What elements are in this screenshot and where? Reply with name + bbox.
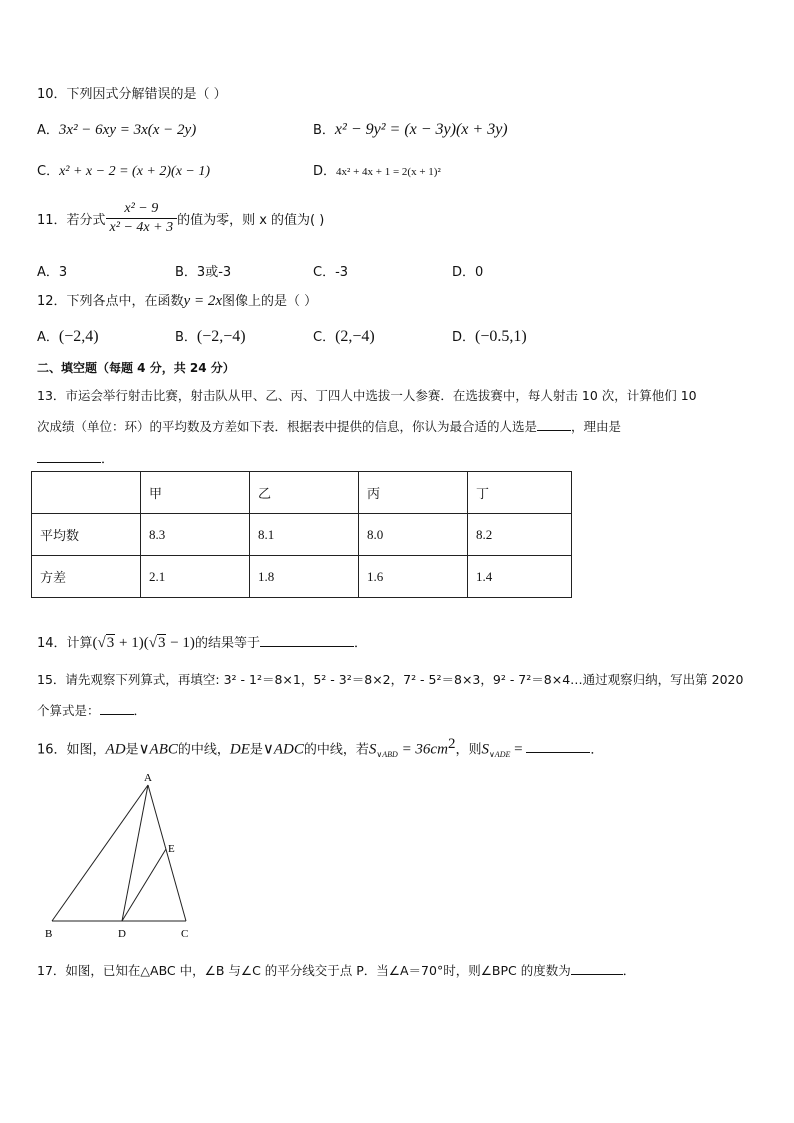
q10-option-b-expr: x² − 9y² = (x − 3y)(x + 3y): [334, 121, 508, 138]
q12-option-c-label: C．: [313, 330, 336, 345]
q12-option-c: [313, 326, 375, 346]
segment-ab: [52, 785, 148, 921]
q16-text: 的中线，若: [303, 742, 369, 758]
table-cell: 1.4: [468, 556, 572, 598]
q16-answer-blank[interactable]: [526, 740, 590, 753]
q12-option-b: [175, 326, 246, 346]
q14-radicand-2: 3: [157, 635, 166, 651]
q12-option-c-point: (2,−4): [335, 328, 375, 345]
q12-option-b-point: (−2,−4): [196, 328, 246, 345]
q16-de: DE: [229, 741, 250, 758]
q10-option-d-expr: 4x² + 4x + 1 = 2(x + 1)²: [336, 166, 441, 178]
q15-line2: [37, 701, 146, 719]
q12-suffix: 图像上的是（ ）: [221, 294, 318, 309]
q16-end: ．: [590, 742, 604, 758]
q11-option-b: B．3或-3: [175, 265, 232, 280]
q14-answer-blank[interactable]: [260, 634, 354, 647]
q16-square: 2: [447, 736, 456, 752]
q10-option-c: [37, 160, 210, 180]
label-e: E: [168, 843, 175, 855]
q11-option-a: A．3: [37, 265, 68, 280]
q14-paren: (: [92, 635, 98, 651]
table-header-cell: 丙: [359, 472, 468, 514]
q16-ad: AD: [105, 741, 126, 758]
q17-answer-blank[interactable]: [571, 962, 623, 975]
q17-stem: [37, 961, 635, 979]
q11-denominator: x² − 4x + 3: [109, 220, 174, 235]
q12-function: y = 2x: [183, 293, 222, 309]
q10-option-a: [37, 119, 196, 139]
q10-option-d-label: D．: [313, 164, 337, 179]
q12-option-a-label: A．: [37, 330, 59, 345]
q10-option-b: [313, 119, 508, 139]
table-row: [32, 556, 572, 598]
q13-line3-end: ．: [101, 452, 115, 467]
triangle-figure: [40, 768, 200, 946]
table-cell: 8.2: [468, 514, 572, 556]
table-header-cell: 甲: [141, 472, 250, 514]
q15-line2-text: 个算式是：: [37, 703, 100, 718]
table-cell: 8.3: [141, 514, 250, 556]
q16-triangle-adc: ∨ADC: [262, 741, 304, 758]
q17-text: 17．如图，已知在△ABC 中，∠B 与∠C 的平分线交于点 P．当∠A＝70°时，则∠BPC 的度数为: [37, 963, 571, 978]
label-a: A: [144, 772, 152, 784]
q10-option-c-label: C．: [37, 164, 60, 179]
table-cell: 方差: [32, 556, 141, 598]
table-header-cell: 丁: [468, 472, 572, 514]
q14-radicand-1: 3: [106, 635, 115, 651]
q16-stem: [37, 736, 603, 759]
score-table: [31, 471, 572, 598]
q12-option-d-label: D．: [452, 330, 476, 345]
table-cell: 1.8: [250, 556, 359, 598]
q13-answer-blank-2[interactable]: [37, 450, 101, 463]
q17-end: ．: [622, 963, 636, 978]
section-title: 二、填空题（每题 4 分，共 24 分）: [37, 361, 235, 375]
q16-area-abd: S: [368, 741, 377, 758]
q16-area-abd-sub: ∨ABD: [376, 749, 398, 759]
label-b: B: [45, 928, 53, 940]
segment-ac: [148, 785, 186, 921]
table-cell: 2.1: [141, 556, 250, 598]
q16-text: ，则: [455, 742, 482, 758]
q16-text: 的中线，: [177, 742, 230, 758]
q15-answer-blank[interactable]: [100, 702, 134, 715]
table-row: [32, 514, 572, 556]
q13-line2: [37, 417, 621, 435]
q16-area-ade: S: [481, 741, 489, 758]
q14-plus: + 1)(: [115, 635, 149, 651]
q13-line1: 13．市运会举行射击比赛，射击队从甲、乙、丙、丁四人中选拔一人参赛．在选拔赛中，每人射击 10 次，计算他们 10: [37, 388, 697, 403]
table-header-cell: [32, 472, 141, 514]
q14-expression: (√3 + 1)(√3 − 1): [92, 635, 195, 651]
q11-option-d: D．0: [452, 265, 484, 280]
q16-text: 16．如图，: [37, 742, 106, 758]
q12-option-a-point: (−2,4): [58, 328, 99, 345]
q13-line2-reason: ，理由是: [571, 419, 622, 434]
q14-prefix: 14．计算: [37, 636, 93, 651]
q14-minus: − 1): [166, 635, 195, 651]
q11-fraction: [106, 200, 178, 237]
q14-suffix: 的结果等于: [194, 636, 260, 651]
q10-option-a-expr: 3x² − 6xy = 3x(x − 2y): [58, 122, 197, 138]
q10-option-b-label: B．: [313, 123, 335, 138]
q12-option-a: [37, 326, 99, 346]
q13-line2-text: 次成绩（单位：环）的平均数及方差如下表．根据表中提供的信息，你认为最合适的人选是: [37, 419, 538, 434]
q13-line3: [37, 448, 114, 467]
q11-prefix: 11．若分式: [37, 213, 106, 228]
q15-line1: 15．请先观察下列算式，再填空: 3² - 1²＝8×1，5² - 3²＝8×2，7² - 5²＝8×3，9² - 7²＝8×4…通过观察归纳，写出第 2020: [37, 672, 744, 687]
label-d: D: [118, 928, 126, 940]
q16-equals: =: [510, 741, 527, 758]
q14-stem: [37, 632, 367, 652]
q10-stem: 10．下列因式分解错误的是（ ）: [37, 87, 227, 102]
table-cell: 8.1: [250, 514, 359, 556]
q10-option-a-label: A．: [37, 123, 59, 138]
table-header-cell: 乙: [250, 472, 359, 514]
q11-stem: [37, 200, 324, 237]
q10-option-c-expr: x² + x − 2 = (x + 2)(x − 1): [59, 164, 211, 179]
q12-prefix: 12．下列各点中，在函数: [37, 294, 184, 309]
q10-option-d: [313, 160, 441, 179]
q16-value: = 36cm: [397, 741, 448, 758]
table-header-row: [32, 472, 572, 514]
q13-answer-blank-1[interactable]: [537, 418, 571, 431]
label-c: C: [181, 928, 189, 940]
q12-option-d-point: (−0.5,1): [475, 328, 527, 345]
q12-stem: [37, 290, 317, 310]
q11-numerator: x² − 9: [106, 200, 178, 219]
q16-area-ade-sub: ∨ADE: [488, 749, 511, 759]
table-cell: 1.6: [359, 556, 468, 598]
q11-option-c: C．-3: [313, 265, 349, 280]
q11-suffix: 的值为零，则 x 的值为( ): [177, 213, 325, 228]
q14-end: ．: [353, 636, 367, 651]
table-cell: 平均数: [32, 514, 141, 556]
q16-triangle-abc: ∨ABC: [138, 741, 178, 758]
q15-end: ．: [133, 703, 147, 718]
table-cell: 8.0: [359, 514, 468, 556]
q12-option-d: [452, 326, 527, 346]
q12-option-b-label: B．: [175, 330, 197, 345]
q16-text: 是: [249, 742, 263, 758]
q16-text: 是: [125, 742, 139, 758]
